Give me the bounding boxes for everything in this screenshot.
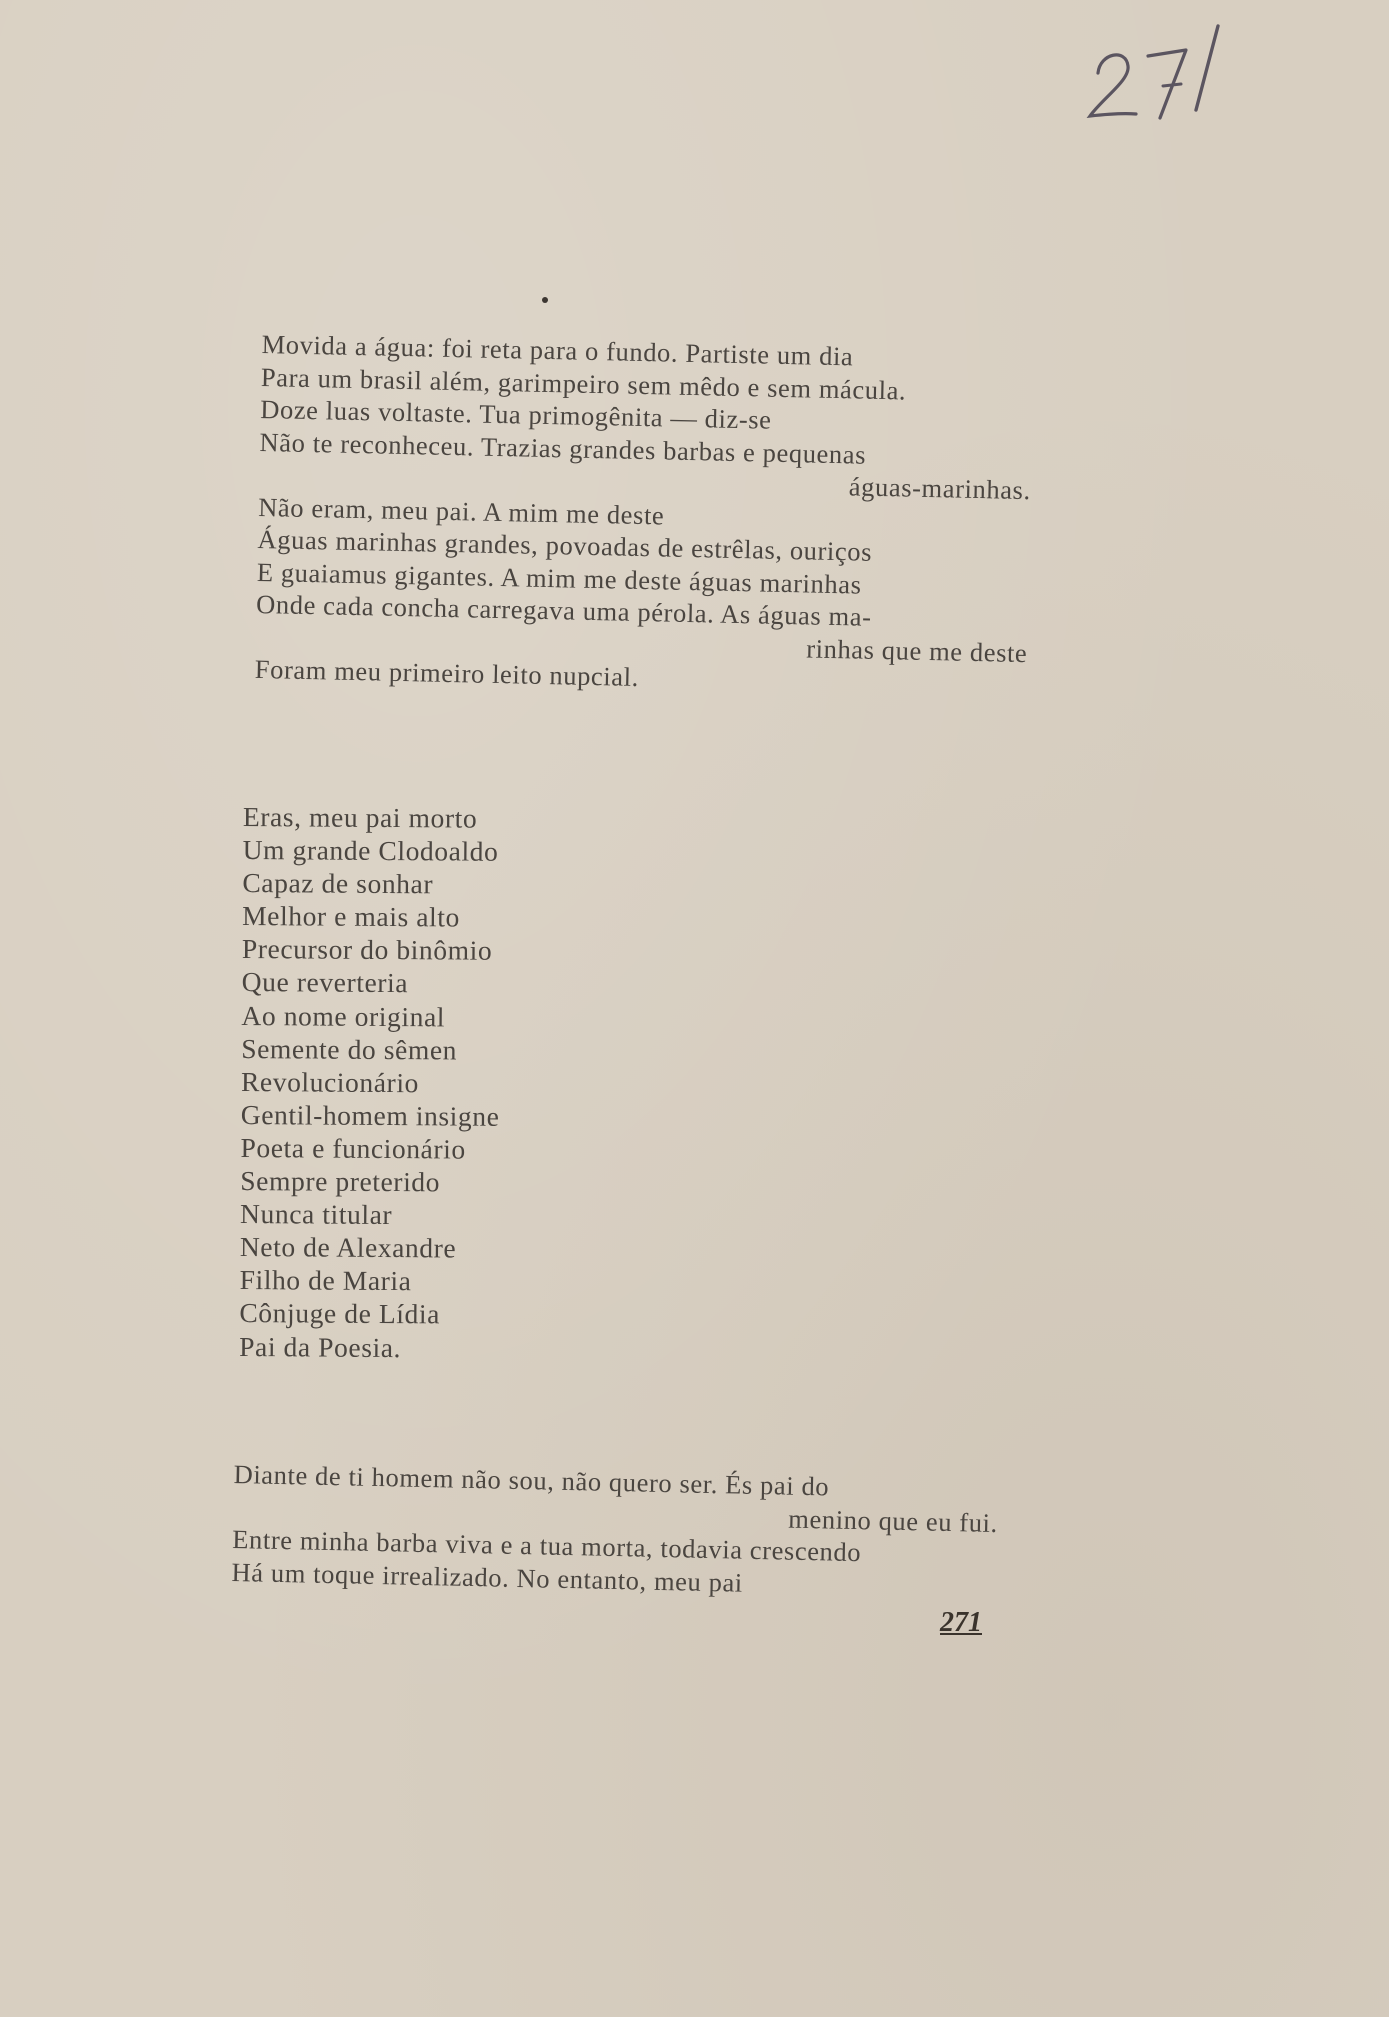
stanza-1-line: Para um brasil além, garimpeiro sem mêdo e sem mácula. [260,361,907,406]
stanza-3-line: menino que eu fui. [788,1503,999,1538]
stanza-1-line: E guaiamus gigantes. A mim me deste águas marinhas [256,556,862,600]
stanza-2-line: Cônjuge de Lídia [239,1297,441,1330]
stanza-3-line: Diante de ti homem não sou, não quero ser. És pai do [233,1458,830,1502]
stanza-1-line: Não te reconheceu. Trazias grandes barbas e pequenas [259,426,867,470]
stanza-3 [231,1458,999,1604]
stanza-2-line: Melhor e mais alto [242,900,461,933]
ink-dot [542,297,548,303]
stanza-2-line: Eras, meu pai morto [242,801,478,834]
stanza-1-line: Águas marinhas grandes, povoadas de estrêlas, ouriços [257,523,873,567]
stanza-2-line: Neto de Alexandre [239,1231,457,1264]
stanza-2-line: Sempre preterido [240,1165,441,1198]
stanza-2-line: Nunca titular [240,1198,393,1231]
stanza-1-line: Doze luas voltaste. Tua primogênita — diz-se [259,393,772,435]
page-number-stamp: 271 [940,1607,982,1638]
stanza-2-line: Capaz de sonhar [242,867,434,900]
stanza-1-line: rinhas que me deste [805,632,1028,668]
stanza-1-line: Não eram, meu pai. A mim me deste [257,491,665,530]
stanza-1-line: Onde cada concha carregava uma pérola. As águas ma- [255,588,872,632]
stanza-2-line: Semente do sêmen [241,1032,458,1066]
stanza-2-line: Um grande Clodoaldo [242,834,499,867]
stanza-3-line: Entre minha barba viva e a tua morta, todavia crescendo [231,1523,862,1568]
stanza-2-line: Ao nome original [241,999,446,1032]
stanza-1 [255,328,1034,702]
stanza-2-line: Gentil-homem insigne [240,1098,500,1132]
stanza-1-line: Foram meu primeiro leito nupcial. [254,653,640,692]
stanza-1-line: águas-marinhas. [848,471,1032,506]
stanza-2-line: Filho de Maria [239,1264,412,1297]
handwritten-folio-number [1078,18,1238,128]
stanza-2 [239,800,663,1366]
stanza-2-line: Poeta e funcionário [240,1131,466,1165]
stanza-2-line: Pai da Poesia. [239,1330,402,1363]
stanza-2-line: Revolucionário [240,1065,420,1098]
stanza-1-line: Movida a água: foi reta para o fundo. Partiste um dia [261,328,854,372]
stanza-3-line: Há um toque irrealizado. No entanto, meu pai [231,1556,744,1598]
stanza-2-line: Que reverteria [241,966,409,999]
stanza-2-line: Precursor do binômio [241,933,493,967]
